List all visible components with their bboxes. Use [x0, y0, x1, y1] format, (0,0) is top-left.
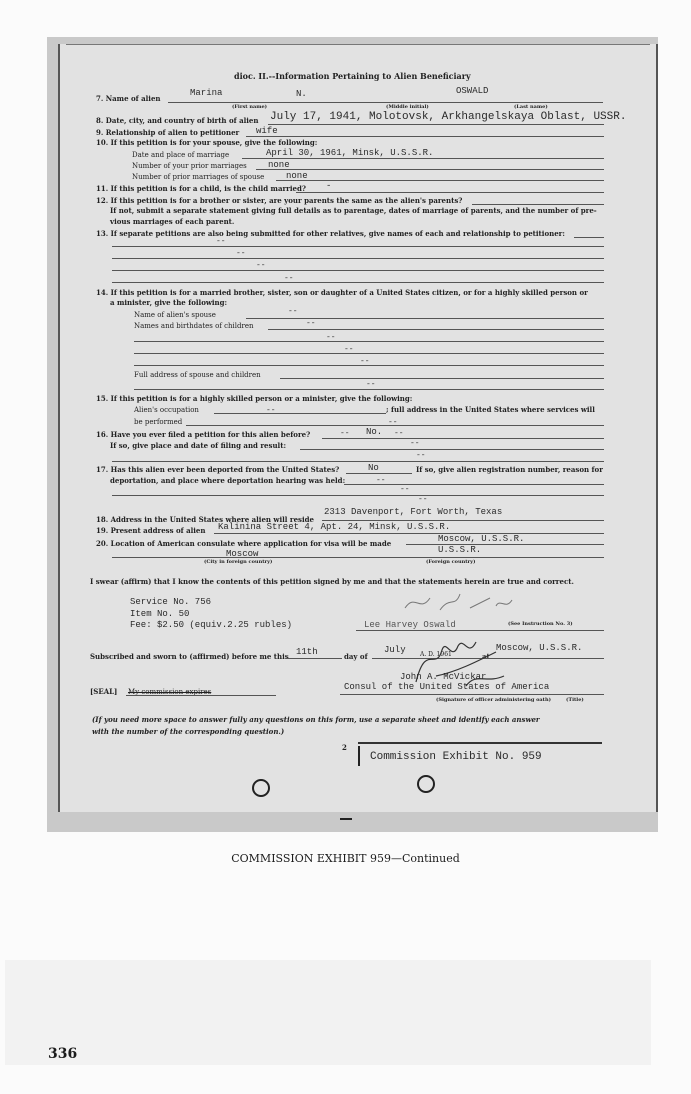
q18-label: 18. Address in the United States where alien will reside [96, 515, 314, 524]
exhibit-label: Commission Exhibit No. 959 [370, 751, 542, 763]
q11-line [296, 192, 604, 193]
bottom-mark [340, 818, 352, 820]
q12-line [472, 204, 604, 205]
dash-mark: -- [236, 249, 246, 258]
dash-mark: -- [266, 406, 276, 415]
dash-mark: -- [326, 333, 336, 342]
expires-line [126, 695, 276, 696]
commission-expires: My commission expires [128, 688, 212, 696]
q20-line [406, 544, 604, 545]
dash-mark: -- [366, 380, 376, 389]
q13-line-3 [112, 270, 604, 271]
q8-label: 8. Date, city, and country of birth of alien [96, 116, 259, 125]
petitioner-sig-line [356, 630, 604, 631]
q20-sub-country: (Foreign country) [426, 559, 476, 565]
q15-occupation-line [214, 413, 386, 414]
officer-title: Consul of the United States of America [344, 682, 550, 692]
q16-line2: If so, give place and date of filing and result: [110, 441, 287, 450]
q15-line1: 15. If this petition is for a highly skilled person or a minister, give the following: [96, 394, 413, 403]
q13-line-0 [574, 237, 604, 238]
q8-line [268, 124, 604, 125]
q10-prior-spouse-label: Number of prior marriages of spouse [132, 173, 265, 181]
q19-line [214, 533, 604, 534]
punch-hole [417, 775, 435, 793]
dash-mark: -- [340, 429, 350, 438]
day-of-label: day of [344, 652, 368, 661]
officer-name: John A. McVickar [400, 672, 487, 682]
q10-marriage-line [242, 158, 604, 159]
dash-mark: -- [360, 357, 370, 366]
q10-label: 10. If this petition is for your spouse, give the following: [96, 138, 318, 147]
q19-label: 19. Present address of alien [96, 526, 206, 535]
q14-line1: 14. If this petition is for a married brother, sister, son or daughter of a United States citizen, or for a highly skilled person or [96, 288, 588, 297]
q7-sub-middle: (Middle initial) [386, 104, 429, 110]
q10-marriage-label: Date and place of marriage [132, 151, 230, 159]
footnote-line-2: with the number of the corresponding question.) [92, 727, 285, 736]
q7-sub-first: (First name) [232, 104, 268, 110]
dash-mark: -- [216, 237, 226, 246]
q16-value: No. [366, 427, 383, 437]
q10-prior-you-value: none [268, 160, 290, 170]
subscribed-year: A. D. 1961 [420, 651, 452, 658]
officer-title-sub: (Title) [566, 697, 584, 703]
exhibit-top-rule [358, 742, 602, 744]
q17-line2: deportation, and place where deportation hearing was held: [110, 476, 346, 485]
page-number: 336 [48, 1046, 78, 1062]
q14-children-line-1 [268, 329, 604, 330]
q10-prior-spouse-value: none [286, 171, 308, 181]
q17-label: 17. Has this alien ever been deported from the United States? [96, 465, 340, 474]
officer-line [340, 694, 604, 695]
q18-value: 2313 Davenport, Fort Worth, Texas [324, 507, 503, 517]
q16-label: 16. Have you ever filed a petition for this alien before? [96, 430, 311, 439]
dash-mark: -- [388, 418, 398, 427]
q20-sub-city: (City in foreign country) [204, 559, 273, 565]
q20-value-1: Moscow, U.S.S.R. [438, 534, 525, 544]
instruction-note: (See Instruction No. 3) [508, 621, 573, 627]
item-number: Item No. 50 [130, 609, 190, 619]
subscribed-at: at [482, 652, 490, 661]
q9-value: wife [256, 126, 278, 136]
q7-last-value: OSWALD [456, 86, 489, 96]
q13-line-4 [112, 282, 604, 283]
q12-line2: If not, submit a separate statement giving full details as to parentage, dates of marriage of parents, and the number of pre- [110, 206, 597, 215]
q14-address-label: Full address of spouse and children [134, 371, 261, 379]
subscribed-day: 11th [296, 647, 318, 657]
q7-middle-value: N. [296, 89, 307, 99]
q20-value-2: U.S.S.R. [438, 545, 482, 555]
q10-marriage-value: April 30, 1961, Minsk, U.S.S.R. [266, 148, 434, 158]
q14-spouse-line [246, 318, 604, 319]
petitioner-name: Lee Harvey Oswald [364, 620, 456, 630]
exhibit-bracket [358, 746, 360, 766]
q9-label: 9. Relationship of alien to petitioner [96, 128, 240, 137]
q16-line3-line [112, 461, 604, 462]
subscribed-month: July [384, 645, 406, 655]
dash-mark: -- [344, 345, 354, 354]
dash-mark: -- [376, 476, 386, 485]
q14-line2: a minister, give the following: [110, 298, 228, 307]
q11-value: - [326, 181, 332, 191]
q15-line3: be performed [134, 418, 183, 426]
q17-value: No [368, 463, 379, 473]
q7-sub-last: (Last name) [514, 104, 548, 110]
form-page-number: 2 [342, 743, 347, 752]
q11-label: 11. If this petition is for a child, is the child married? [96, 184, 306, 193]
q8-value: July 17, 1941, Molotovsk, Arkhangelskaya Oblast, USSR. [270, 111, 627, 123]
q14-spouse-label: Name of alien's spouse [134, 311, 216, 319]
q19-value: Kalinina Street 4, Apt. 24, Minsk, U.S.S.R. [218, 522, 451, 532]
day-line [286, 658, 342, 659]
dash-mark: -- [284, 274, 294, 283]
q13-line-1 [112, 246, 604, 247]
fee-amount: Fee: $2.50 (equiv.2.25 rubles) [130, 620, 293, 630]
q15-occupation-label: Alien's occupation [134, 406, 199, 414]
q13-line-2 [112, 258, 604, 259]
footnote-line-1: (If you need more space to answer fully any questions on this form, use a separate sheet and identify each answer [92, 715, 540, 724]
punch-hole [252, 779, 270, 797]
dash-mark: -- [416, 451, 426, 460]
scan-shading [5, 960, 651, 1065]
subscribed-place: Moscow, U.S.S.R. [496, 643, 583, 653]
q10-prior-you-label: Number of your prior marriages [132, 162, 247, 170]
q12-line1: 12. If this petition is for a brother or sister, are your parents the same as the alien's parents? [96, 196, 463, 205]
dash-mark: -- [288, 307, 298, 316]
q7-first-value: Marina [190, 88, 223, 98]
exhibit-caption: COMMISSION EXHIBIT 959—Continued [231, 852, 460, 865]
q10-prior-you-line [256, 169, 604, 170]
seal-label: [SEAL] [90, 687, 118, 696]
q13-label: 13. If separate petitions are also being submitted for other relatives, give names of each and relationship to petitioner: [96, 229, 565, 238]
q17-line3-line [112, 495, 604, 496]
q14-address-line-2 [134, 389, 604, 390]
dash-mark: -- [400, 485, 410, 494]
q15-address-label: ; full address in the United States where services will [386, 405, 595, 414]
service-number: Service No. 756 [130, 597, 212, 607]
dash-mark: -- [306, 319, 316, 328]
dash-mark: -- [256, 261, 266, 270]
q14-address-line [280, 378, 604, 379]
q14-children-line-3 [134, 353, 604, 354]
q20-city-value: Moscow [226, 549, 259, 559]
subscribed-label: Subscribed and sworn to (affirmed) before me this [90, 652, 289, 661]
q18-line [322, 520, 604, 521]
q17-label2: If so, give alien registration number, reason for [416, 465, 603, 474]
q17-line [346, 473, 412, 474]
q16-line2-line [300, 449, 604, 450]
q9-line [246, 136, 604, 137]
dash-mark: -- [418, 495, 428, 504]
q14-children-line-2 [134, 341, 604, 342]
q20-label: 20. Location of American consulate where application for visa will be made [96, 539, 392, 548]
officer-sig-sub: (Signature of officer administering oath) [436, 697, 551, 703]
q7-label: 7. Name of alien [96, 94, 161, 103]
q12-line3: vious marriages of each parent. [110, 217, 235, 226]
q16-line [322, 438, 604, 439]
section-header: dioc. II.--Information Pertaining to Alien Beneficiary [234, 71, 471, 81]
q20-line-2 [112, 557, 604, 558]
dash-mark: -- [410, 439, 420, 448]
petitioner-signature [400, 588, 520, 616]
q14-children-label: Names and birthdates of children [134, 322, 254, 330]
oath-text: I swear (affirm) that I know the contents of this petition signed by me and that the statements herein are true and correct. [90, 577, 574, 586]
dash-mark: -- [394, 429, 404, 438]
